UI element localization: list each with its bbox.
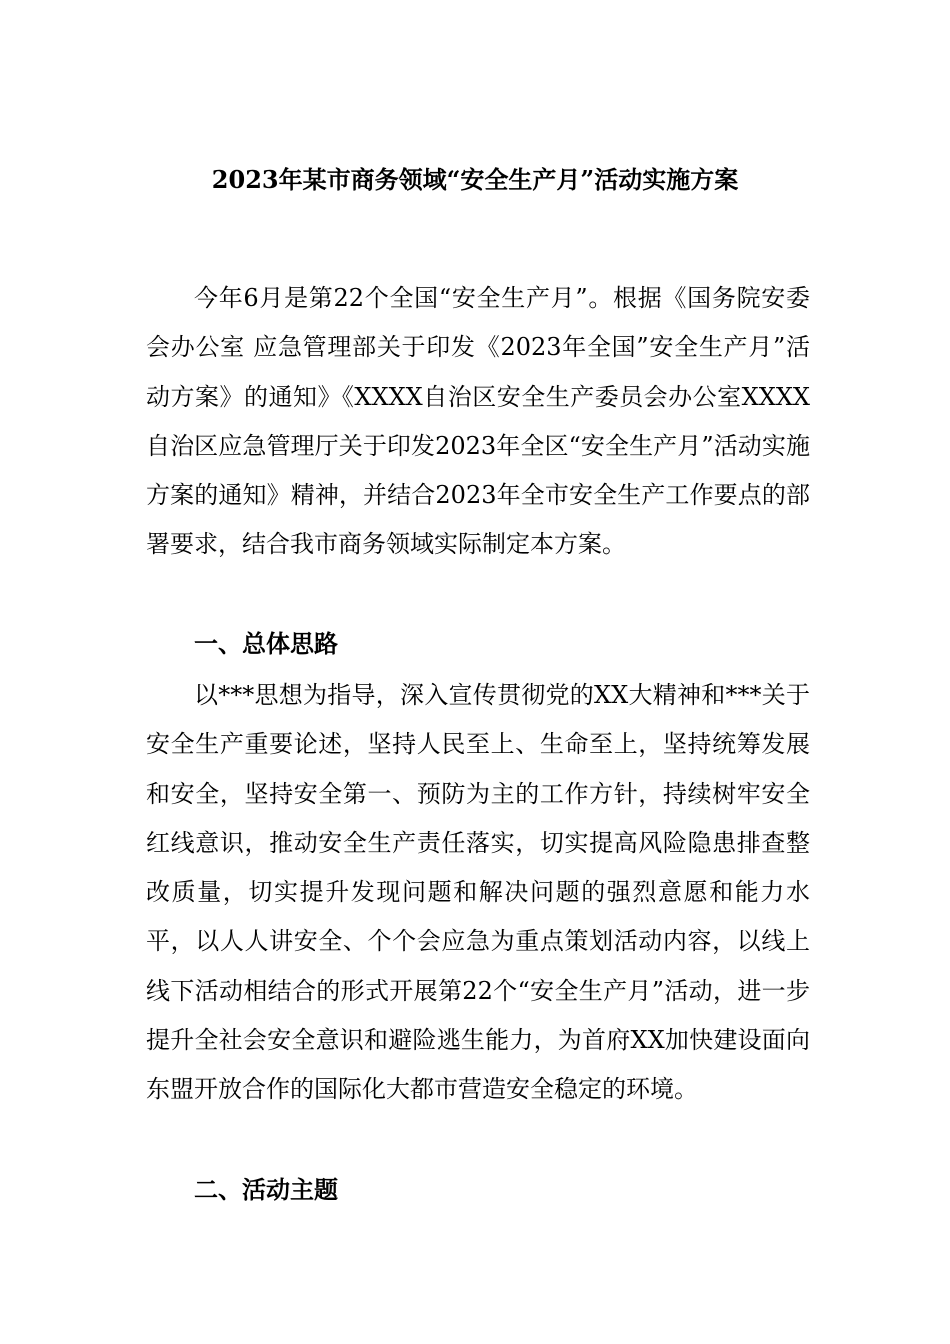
section-body-overall-approach: 以***思想为指导，深入宣传贯彻党的XX大精神和***关于安全生产重要论述，坚持人民至上、生命至上，坚持统筹发展和安全，坚持安全第一、预防为主的工作方针，持续树牢安全红线意识，推动安全生产责任落实，切实提高风险隐患排查整改质量，切实提升发现问题和解决问题的强烈意愿和能力水平，以人人讲安全、个个会应急为重点策划活动内容，以线上线下活动相结合的形式开展第22个“安全生产月”活动，进一步提升全社会安全意识和避险逃生能力，为首府XX加快建设面向东盟开放合作的国际化大都市营造安全稳定的环境。 — [146, 681, 810, 1104]
document-title: 2023年某市商务领域“安全生产月”活动实施方案 — [211, 165, 739, 194]
section-heading-activity-theme: 二、活动主题 — [194, 1175, 338, 1204]
section-heading-overall-approach: 一、总体思路 — [194, 629, 338, 658]
intro-paragraph: 今年6月是第22个全国“安全生产月”。根据《国务院安委会办公室 应急管理部关于印发《2023年全国”安全生产月”活动方案》的通知》《XXXX自治区安全生产委员会办公室XXXX自治区应急管理厅关于印发2023年全区“安全生产月”活动实施方案的通知》精神，并结合2023年全市安全生产工作要点的部署要求，结合我市商务领域实际制定本方案。 — [146, 284, 810, 559]
